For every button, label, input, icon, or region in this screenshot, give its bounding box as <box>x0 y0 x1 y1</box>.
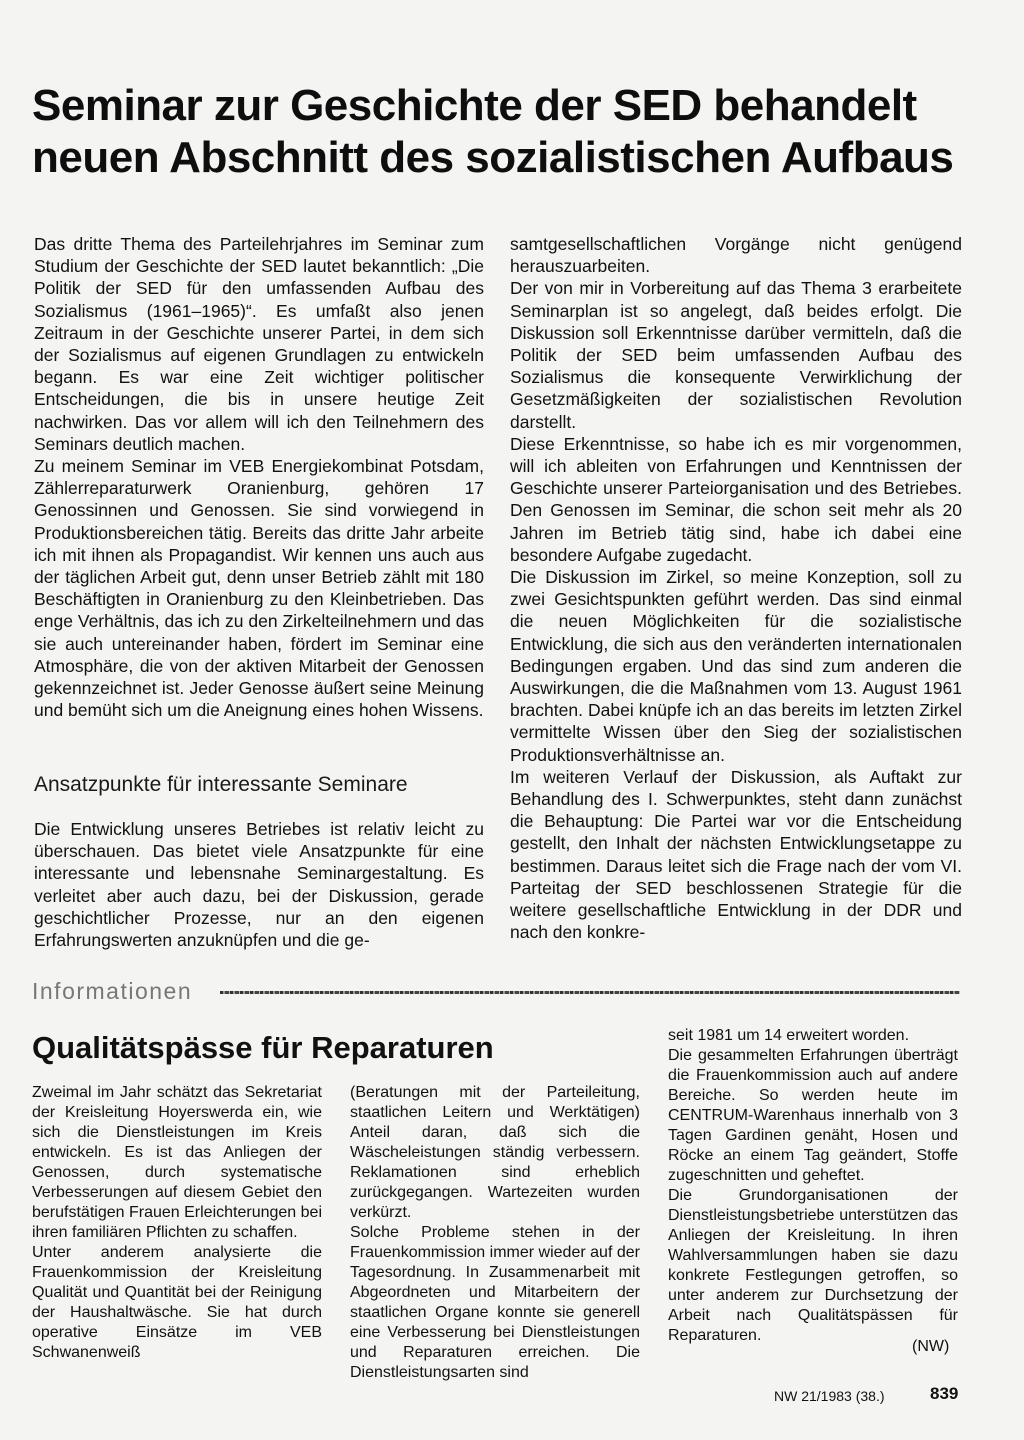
paragraph: Der von mir in Vorbereitung auf das Thema 3 erarbeitete Seminarplan ist so angelegt, daß beides erfolgt. Die Diskussion soll Erkenntnisse darüber vermitteln, daß die Politik der SED beim umfassenden Aufbau des Sozialismus die konsequente Verwirklichung der Gesetzmäßigkeiten der sozialistischen Revolution darstellt. <box>510 278 962 432</box>
article-column-right <box>510 233 962 944</box>
info-column-1 <box>32 1083 322 1363</box>
page-number: 839 <box>930 1384 959 1403</box>
main-title-line: Seminar zur Geschichte der SED behandelt <box>32 81 917 130</box>
section-subheading: Ansatzpunkte für interessante Seminare <box>34 773 408 796</box>
issue-reference: NW 21/1983 (38.) <box>774 1388 885 1404</box>
paragraph: seit 1981 um 14 erweitert worden. <box>668 1027 910 1044</box>
section-divider <box>220 991 960 994</box>
paragraph: samtgesellschaftlichen Vorgänge nicht genügend herauszuarbeiten. <box>510 234 962 277</box>
info-column-2 <box>350 1083 640 1383</box>
paragraph: Die Diskussion im Zirkel, so meine Konzeption, soll zu zwei Gesichtspunkten geführt werden. Das sind einmal die neuen Möglichkeiten für die sozialistische Entwicklung, die sich aus den veränderten internationalen Bedingungen ergaben. Und das sind zum anderen die Auswirkungen, die die Maßnahmen vom 13. August 1961 brachten. Dabei knüpfe ich an das bereits im letzten Zirkel vermittelte Wissen über den Sieg der sozialistischen Produktionsverhältnisse an. <box>510 567 962 765</box>
paragraph: Unter anderem analysierte die Frauenkommission der Kreisleitung Qualität und Quantität bei der Reinigung der Haushaltwäsche. Sie hat durch operative Einsätze im VEB Schwanenweiß <box>32 1244 322 1361</box>
article-column-left-continued <box>34 818 484 951</box>
info-column-3 <box>668 1026 958 1346</box>
paragraph: Zweimal im Jahr schätzt das Sekretariat der Kreisleitung Hoyerswerda ein, wie sich die Dienstleistungen im Kreis entwickeln. Es ist das Anliegen der Genossen, durch systematische Verbesserungen auf diesem Gebiet den berufstätigen Frauen Erleichterungen bei ihren familiären Pflichten zu schaffen. <box>32 1084 322 1241</box>
paragraph: (Beratungen mit der Parteileitung, staatlichen Leitern und Werktätigen) Anteil daran, daß sich die Wäscheleistungen ständig verbessern. Reklamationen sind erheblich zurückgegangen. Wartezeiten wurden verkürzt. <box>350 1084 640 1221</box>
paragraph: Zu meinem Seminar im VEB Energiekombinat Potsdam, Zählerreparaturwerk Oranienburg, gehören 17 Genossinnen und Genossen. Sie sind vorwiegend in Produktionsbereichen tätig. Bereits das dritte Jahr arbeite ich mit ihnen als Propagandist. Wir kennen uns auch aus der täglichen Arbeit gut, denn unser Betrieb zählt mit 180 Beschäftigten in Oranienburg zu den Kleinbetrieben. Das enge Verhältnis, das ich zu den Zirkelteilnehmern und das sie auch untereinander haben, fördert im Seminar eine Atmosphäre, die von der aktiven Mitarbeit der Genossen gekennzeichnet ist. Jeder Genosse äußert seine Meinung und bemüht sich um die Aneignung eines hohen Wissens. <box>34 456 484 721</box>
paragraph: Die Grundorganisationen der Dienstleistungsbetriebe unterstützen das Anliegen der Kreisleitung. In ihren Wahlversammlungen haben sie dazu konkrete Festlegungen getroffen, so unter anderem zur Durchsetzung der Arbeit nach Qualitätspässen für Reparaturen. <box>668 1187 958 1344</box>
paragraph: Das dritte Thema des Parteilehrjahres im Seminar zum Studium der Geschichte der SED lautet bekanntlich: „Die Politik der SED für den umfassenden Aufbau des Sozialismus (1961–1965)“. Es umfaßt also jenen Zeitraum in der Geschichte unserer Partei, in dem sich der Sozialismus auf eigenen Grundlagen zu entwickeln begann. Es war eine Zeit wichtiger politischer Entscheidungen, die bis in unsere heutige Zeit nachwirken. Das vor allem will ich den Teilnehmern des Seminars deutlich machen. <box>34 234 484 454</box>
author-signature: (NW) <box>912 1338 950 1355</box>
paragraph: Die gesammelten Erfahrungen überträgt die Frauenkommission auch auf andere Bereiche. So werden heute im CENTRUM-Warenhaus innerhalb von 3 Tagen Gardinen genäht, Hosen und Röcke an einem Tag geändert, Stoffe zugeschnitten und geheftet. <box>668 1047 958 1184</box>
paragraph: Diese Erkenntnisse, so habe ich es mir vorgenommen, will ich ableiten von Erfahrungen und Kenntnissen der Geschichte unserer Parteiorganisation und des Betriebes. Den Genossen im Seminar, die schon seit mehr als 20 Jahren im Betrieb tätig sind, habe ich dabei eine besondere Aufgabe zugedacht. <box>510 433 962 565</box>
paragraph: Solche Probleme stehen in der Frauenkommission immer wieder auf der Tagesordnung. In Zusammenarbeit mit Abgeordneten und Mitarbeitern der staatlichen Organe konnte sie generell eine Verbesserung bei Dienstleistungen und Reparaturen erreichen. Die Dienstleistungsarten sind <box>350 1224 640 1381</box>
informationen-label: Informationen <box>32 978 193 1004</box>
paragraph: Die Entwicklung unseres Betriebes ist relativ leicht zu überschauen. Das bietet viele Ansatzpunkte für eine interessante und lebensnahe Seminargestaltung. Es verleitet aber auch dazu, bei der Diskussion, gerade geschichtlicher Prozesse, nur an den eigenen Erfahrungswerten anzuknüpfen und die ge- <box>34 819 484 951</box>
main-title <box>32 80 992 184</box>
paragraph: Im weiteren Verlauf der Diskussion, als Auftakt zur Behandlung des I. Schwerpunktes, steht dann zunächst die Behauptung: Die Partei war vor die Entscheidung gestellt, den Inhalt der nächsten Entwicklungsetappe zu bestimmen. Daraus leitet sich die Frage nach der vom VI. Parteitag der SED beschlossenen Strategie für die weitere gesellschaftliche Entwicklung in der DDR und nach den konkre- <box>510 766 962 943</box>
info-title: Qualitätspässe für Reparaturen <box>32 1030 494 1065</box>
main-title-line: neuen Abschnitt des sozialistischen Aufbaus <box>32 133 954 182</box>
article-column-left <box>34 233 484 721</box>
